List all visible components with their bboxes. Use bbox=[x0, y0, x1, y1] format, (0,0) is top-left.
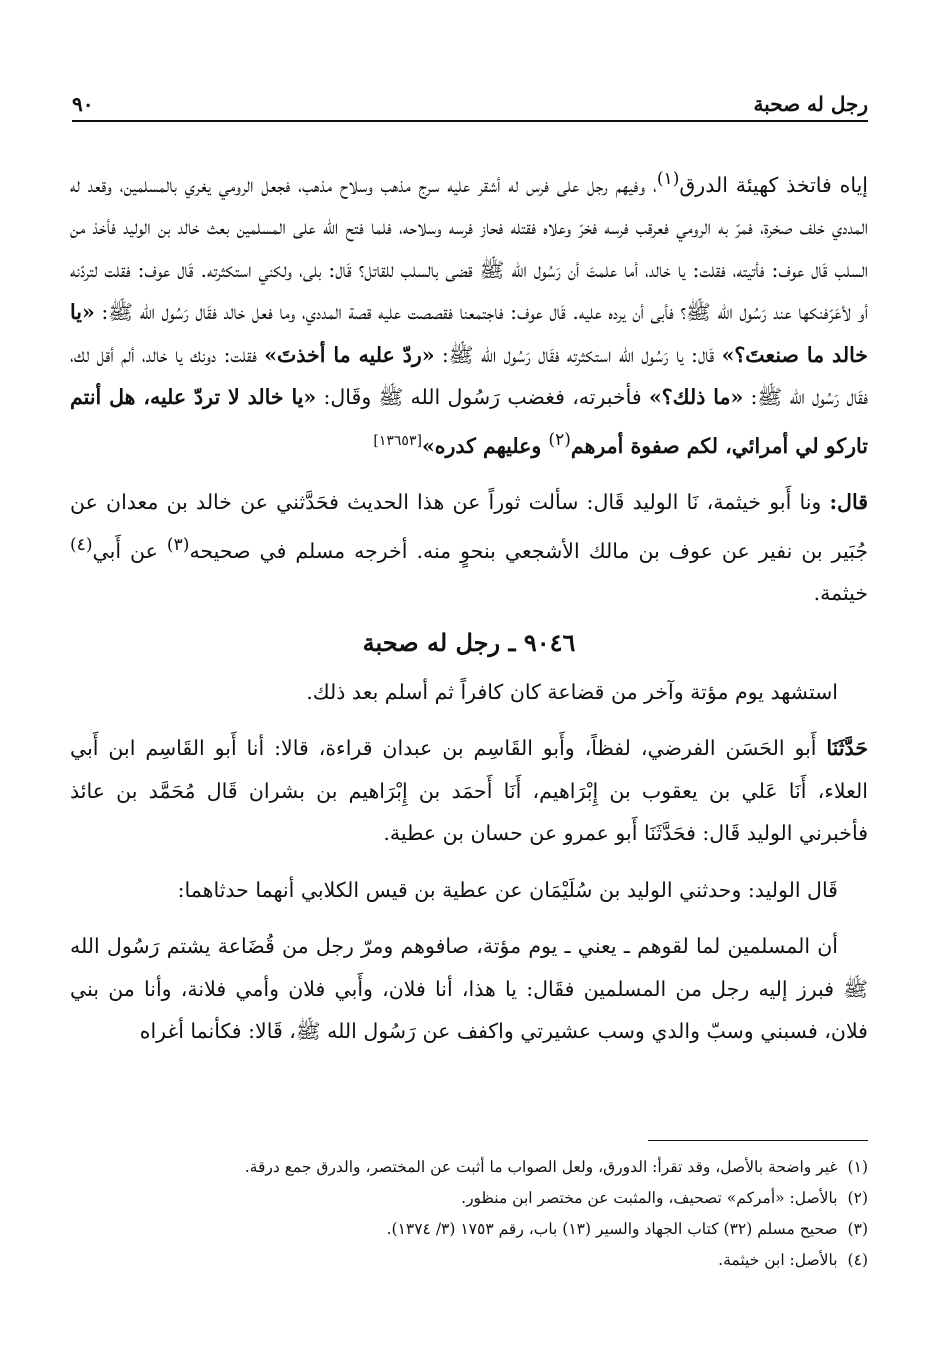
footnote-marker: (٤) bbox=[70, 534, 93, 555]
paragraph-1 bbox=[70, 158, 868, 467]
prophetic-quote: «ما ذلك؟» bbox=[648, 385, 744, 410]
paragraph-lead: حَدَّثَنَا bbox=[826, 736, 868, 761]
text-segment: خيثمة. bbox=[813, 580, 868, 605]
running-title: رجل له صحبة bbox=[753, 92, 868, 116]
footnote bbox=[72, 1245, 868, 1276]
footnote-divider bbox=[648, 1140, 868, 1141]
paragraph-3: استشهد يوم مؤتة وآخر من قضاعة كان كافراً ثم أسلم بعد ذلك. bbox=[306, 679, 838, 704]
page-number: ٩٠ bbox=[72, 92, 94, 116]
text-segment: فأخبرته، فغضب رَسُول الله ﷺ وقَال: bbox=[316, 385, 649, 410]
footnote-number: (٣) bbox=[847, 1220, 868, 1238]
footnote-marker: (٢) bbox=[548, 429, 571, 450]
footnote-text: صحيح مسلم (٣٢) كتاب الجهاد والسير (١٣) باب، رقم ١٧٥٣ (٣/ ١٣٧٤). bbox=[386, 1220, 838, 1238]
footnote-number: (٢) bbox=[847, 1189, 868, 1207]
footnotes bbox=[72, 1152, 868, 1276]
prophetic-quote: «يا خالد لا تردّ عليه، هل أنتم تاركو لي أمرائي، لكم صفوة أمرهم bbox=[70, 385, 868, 458]
text-segment: فقلت: دونك يا خالد، ألم أقل لك، فقَال رَسُول الله ﷺ: bbox=[70, 342, 869, 410]
page-header bbox=[72, 82, 868, 122]
footnote-marker: (٣) bbox=[166, 534, 190, 555]
paragraph-lead: قال: bbox=[829, 490, 868, 515]
section-heading: ٩٠٤٦ ـ رجل له صحبة bbox=[362, 628, 576, 658]
paragraph-6: أن المسلمين لما لقوهم ـ يعني ـ يوم مؤتة، صافوهم ومرّ رجل من قُضَاعة يشتم رَسُول الله ﷺ فبرز إليه رجل من المسلمين فقَال: يا هذا، أنا فلان، وأَبي فلان وأمي فلانة، وأنا من بني فلان، فسبني وسبّ والدي وسب عشيرتي واكفف عن رَسُول الله ﷺ، قَالا: فكأنما أغراه bbox=[70, 934, 868, 1044]
paragraph-2 bbox=[70, 481, 868, 614]
footnote-number: (١) bbox=[847, 1158, 868, 1176]
footnote bbox=[72, 1152, 868, 1183]
paragraph-4 bbox=[70, 727, 868, 855]
footnote-text: بالأصل: ابن خيثمة. bbox=[718, 1251, 838, 1269]
footnote-text: بالأصل: «أمركم» تصحيف، والمثبت عن مختصر ابن منظور. bbox=[461, 1189, 838, 1207]
paragraph-5: قَال الوليد: وحدثني الوليد بن سُلَيْمَان عن عطية بن قيس الكلابي أنهما حدثاهما: bbox=[177, 877, 838, 902]
text-segment: ونا أَبو خيثمة، نَا الوليد قَال: سألت ثوراً عن هذا الحديث فحَدَّثني عن خالد بن معدان عن جُبَير بن نفير عن عوف بن مالك الأشجعي بنحوٍ منه. أخرجه مسلم في صحيحه bbox=[70, 490, 869, 563]
footnote-number: (٤) bbox=[847, 1251, 868, 1269]
text-segment: أَبو الحَسَن الفرضي، لفظاً، وأَبو القَاسِم بن عبدان قراءة، قالا: أنا أَبو القَاسِم ابن أَبي العلاء، أَنَا عَلي بن يعقوب بن إِبْرَاهيم، أَنَا أَحمَد بن إِبْرَاهيم بن بشران قَال مُحَمَّد بن عائذ فأخبرني الوليد قَال: فحَدَّثَنَا أَبو عمرو عن حسان بن عطية. bbox=[70, 736, 868, 846]
main-text bbox=[70, 158, 868, 1053]
text-segment: عن أَبي bbox=[92, 538, 167, 563]
text-segment: ، وفيهم رجل على فرس له أشقر عليه سرج مذهب وسلاح مذهب، فجعل الرومي يغري بالمسلمين، وقعد له المددي خلف صخرة، فمرّ به الرومي فعرقب فرسه فخرّ وعلاه فقتله فحاز فرسه وسلاحه، فلما فتح الله على المسلمين بعث خالد بن الوليد فأخذ من السلب قَال عوف: فأتيته، فقلت: يا خالد، أما علمتَ أن رَسُول الله ﷺ قضى بالسلب للقاتل؟ قَال: بلى، ولكني استكثرته. قَال عوف: فقلت لتردّنه أو لأعَرّفنكها عند رَسُول الله ﷺ؟ فأبى أن يرده عليه. قَال عوف: فاجتمعنا فقصصت عليه قصة المددي، وما فعل خالد فقَال رَسُول الله ﷺ: bbox=[70, 172, 868, 325]
footnote bbox=[72, 1183, 868, 1214]
footnote bbox=[72, 1214, 868, 1245]
prophetic-quote: «يا خالد ما صنعتَ؟» bbox=[70, 300, 868, 367]
prophetic-quote: وعليهم كدره» bbox=[421, 433, 549, 458]
footnote-text: غير واضحة بالأصل، وقد تقرأ: الدورق، ولعل الصواب ما أثبت عن المختصر، والدرق جمع درقة. bbox=[244, 1158, 838, 1176]
text-segment: قَال: يا رَسُول الله استكثرته فقَال رَسُول الله ﷺ: bbox=[434, 342, 722, 367]
footnote-marker: (١) bbox=[656, 169, 680, 189]
text-segment: إياه فاتخذ كهيئة الدرق bbox=[679, 172, 868, 197]
prophetic-quote: «ردّ عليه ما أخذتَ» bbox=[264, 342, 435, 367]
hadith-number: [١٣٦٥٣] bbox=[373, 432, 422, 449]
